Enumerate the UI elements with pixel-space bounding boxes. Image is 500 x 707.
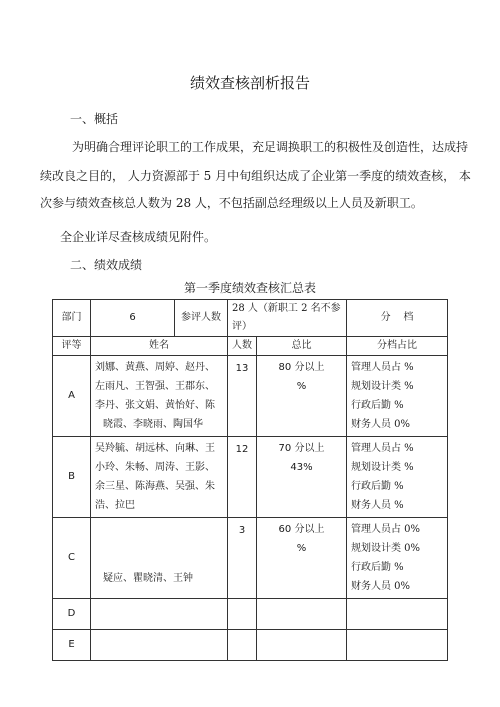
level-cell: D: [53, 599, 91, 630]
share-line: 规划设计类 %: [351, 462, 414, 473]
dept-label-cell: 部门: [53, 300, 91, 337]
header-names: 姓名: [91, 337, 228, 356]
name-line: 小玲、朱畅、周涛、王影、: [95, 462, 215, 473]
level-cell: C: [53, 518, 91, 599]
grade-label-cell: 分 档: [347, 300, 448, 337]
share-cell: [347, 356, 448, 437]
share-line: 行政后勤 %: [351, 562, 404, 573]
table-row: [53, 599, 448, 630]
paragraph-line-2: 续改良之目的， 人力资源部于 5 月中旬组织达成了企业第一季度的绩效查核， 本: [40, 169, 471, 183]
share-line: 财务人员 0%: [351, 581, 411, 592]
share-line: 行政后勤 %: [351, 481, 404, 492]
ratio-cell: [257, 356, 347, 437]
header-ratio: 总比: [257, 337, 347, 356]
names-cell: [91, 599, 228, 630]
dept-value-cell: 6: [91, 300, 175, 337]
page-title: 绩效查核剖析报告: [189, 74, 310, 92]
name-line: 浩、拉巴: [95, 500, 135, 511]
table-row: [53, 518, 448, 599]
table-row: [53, 630, 448, 661]
count-cell: 3: [228, 518, 257, 599]
names-cell: [91, 630, 228, 661]
name-line: 刘娜、黄燕、周婷、赵丹、: [95, 362, 215, 373]
count-cell: [228, 599, 257, 630]
paragraph-line-3: 次参与绩效查核总人数为 28 人，不包括副总经理级以上人员及新职工。: [40, 196, 423, 210]
share-line: 规划设计类 %: [351, 381, 414, 392]
table-header-row: [53, 337, 448, 356]
share-cell: [347, 518, 448, 599]
level-cell: A: [53, 356, 91, 437]
ratio-line: 80 分以上: [278, 362, 325, 373]
count-cell: 12: [228, 437, 257, 518]
ratio-line: 70 分以上: [278, 443, 325, 454]
share-line: 财务人员 %: [351, 500, 404, 511]
share-line: 规划设计类 0%: [351, 543, 421, 554]
share-cell: [347, 630, 448, 661]
paragraph-note: 全企业详尽查核成绩见附件。: [60, 230, 217, 244]
share-line: 行政后勤 %: [351, 400, 404, 411]
level-cell: B: [53, 437, 91, 518]
count-cell: [228, 630, 257, 661]
table-row: [53, 356, 448, 437]
count-cell: 13: [228, 356, 257, 437]
ratio-line: %: [296, 381, 307, 392]
names-cell: [91, 518, 228, 599]
share-cell: [347, 437, 448, 518]
share-line: 管理人员占 %: [351, 443, 414, 454]
ratio-cell: [257, 518, 347, 599]
header-count: 人数: [228, 337, 257, 356]
table-caption: 第一季度绩效查核汇总表: [183, 281, 316, 295]
header-level: 评等: [53, 337, 91, 356]
share-line: 管理人员占 0%: [351, 524, 421, 535]
ratio-line: %: [296, 543, 307, 554]
name-line: 左雨凡、王智强、王郡东、: [95, 381, 215, 392]
ratio-cell: [257, 599, 347, 630]
section-heading-results: 二、绩效成绩: [70, 258, 143, 272]
summary-table: [52, 299, 448, 661]
name-line: 吴羚毓、胡远林、向琳、王: [95, 443, 215, 454]
paragraph-line-1: 为明确合理评论职工的工作成果，充足调换职工的积极性及创造性，达成持: [72, 140, 469, 154]
count-label-cell: 参评人数: [175, 300, 228, 337]
table-row: [53, 437, 448, 518]
level-cell: E: [53, 630, 91, 661]
name-line: 晓霞、李晓雨、陶国华: [103, 419, 203, 430]
share-line: 管理人员占 %: [351, 362, 414, 373]
names-cell: [91, 437, 228, 518]
name-line: 疑应、瞿晓清、王钟: [103, 573, 193, 584]
share-line: 财务人员 0%: [351, 419, 411, 430]
ratio-cell: [257, 630, 347, 661]
header-share: 分档占比: [347, 337, 448, 356]
ratio-cell: [257, 437, 347, 518]
count-value-cell: 28 人（新职工 2 名不参评）: [228, 300, 347, 337]
names-cell: [91, 356, 228, 437]
table-row-department: [53, 300, 448, 337]
ratio-line: 43%: [290, 462, 313, 473]
share-cell: [347, 599, 448, 630]
section-heading-overview: 一、概括: [70, 112, 119, 126]
ratio-line: 60 分以上: [278, 524, 325, 535]
name-line: 余三星、陈海燕、吴强、朱: [95, 481, 215, 492]
name-line: 李丹、张文娟、黄怡好、陈: [95, 400, 215, 411]
